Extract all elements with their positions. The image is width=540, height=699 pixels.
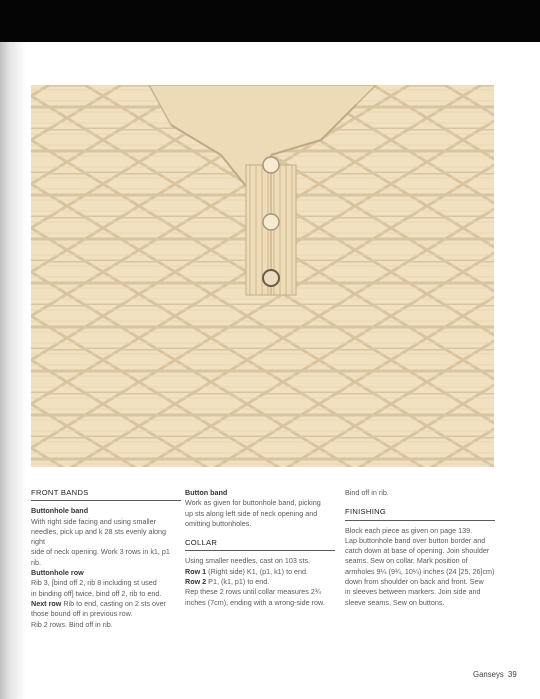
text-line: in binding off] twice, bind off 2, rib to end. xyxy=(31,588,162,598)
button-2 xyxy=(263,214,279,230)
buttonhole-band-subheading: Buttonhole band xyxy=(31,506,89,516)
text-line: Work as given for buttonhole band, picking xyxy=(185,498,321,508)
running-footer-title: Ganseys xyxy=(473,670,504,679)
text-line: Lap buttonhole band over button border and xyxy=(345,535,486,545)
text-line: inches (7cm), ending with a wrong-side row. xyxy=(185,597,325,607)
page-number: 39 xyxy=(508,670,517,679)
next-row-text: Rib to end, casting on 2 sts over xyxy=(63,598,167,608)
section-rule xyxy=(185,550,335,551)
spacer xyxy=(185,529,335,538)
text-line: sleeve seams. Sew on buttons. xyxy=(345,597,445,607)
text-line: in sleeves between markers. Join side and xyxy=(345,587,481,597)
text-line: Rib 2 rows. Bind off in rib. xyxy=(31,619,113,629)
collar-heading: COLLAR xyxy=(185,538,218,548)
text-line: up sts along left side of neck opening and xyxy=(185,508,318,518)
knitted-sweater-image xyxy=(31,85,494,467)
text-line: needles, pick up and k 28 sts evenly along right xyxy=(31,526,167,547)
text-line: down from shoulder on back and front. Sew xyxy=(345,577,484,587)
row-2-text: P1, (k1, p1) to end. xyxy=(208,577,270,587)
text-line: Rep these 2 rows until collar measures 2¾ xyxy=(185,587,321,597)
button-1 xyxy=(263,157,279,173)
bind-off-line: Bind off in rib. xyxy=(345,488,389,497)
front-bands-column xyxy=(31,488,181,630)
sweater-photo xyxy=(31,85,494,467)
row-1-text: (Right side) K1, (p1, k1) to end. xyxy=(208,566,309,576)
text-line: catch down at base of opening. Join shoulder xyxy=(345,546,490,556)
text-line: those bound off in previous row. xyxy=(31,609,133,619)
section-rule xyxy=(345,520,495,521)
text-line: With right side facing and using smaller xyxy=(31,516,157,526)
button-band-collar-column xyxy=(185,488,335,608)
front-bands-heading: FRONT BANDS xyxy=(31,488,89,497)
finishing-heading: FINISHING xyxy=(345,507,387,517)
row-1-label: Row 1 xyxy=(185,566,207,576)
spacer xyxy=(345,498,495,507)
text-line: armholes 9¼ (9¾, 10¼) inches (24 [25, 26]cm) xyxy=(345,566,495,576)
section-rule xyxy=(31,500,181,501)
text-line: Rib 3, [bind off 2, rib 8 including st used xyxy=(31,578,157,588)
scan-top-border xyxy=(0,0,540,42)
cast-on-line: Using smaller needles, cast on 103 sts. xyxy=(185,556,311,566)
text-line: Block each piece as given on page 139. xyxy=(345,525,473,535)
row-2-label: Row 2 xyxy=(185,577,207,587)
button-3 xyxy=(263,270,279,286)
finishing-column xyxy=(345,488,495,608)
text-line: seams. Sew on collar. Mark position of xyxy=(345,556,468,566)
row-1-line xyxy=(185,567,335,577)
text-line: side of neck opening. Work 3 rows in k1, p1 rib. xyxy=(31,547,170,567)
button-band-subheading: Button band xyxy=(185,488,228,497)
buttonhole-row-subheading: Buttonhole row xyxy=(31,568,84,578)
row-2-line xyxy=(185,577,335,587)
next-row-label: Next row xyxy=(31,598,62,608)
next-row-line xyxy=(31,599,181,609)
text-line: omitting buttonholes. xyxy=(185,518,252,528)
